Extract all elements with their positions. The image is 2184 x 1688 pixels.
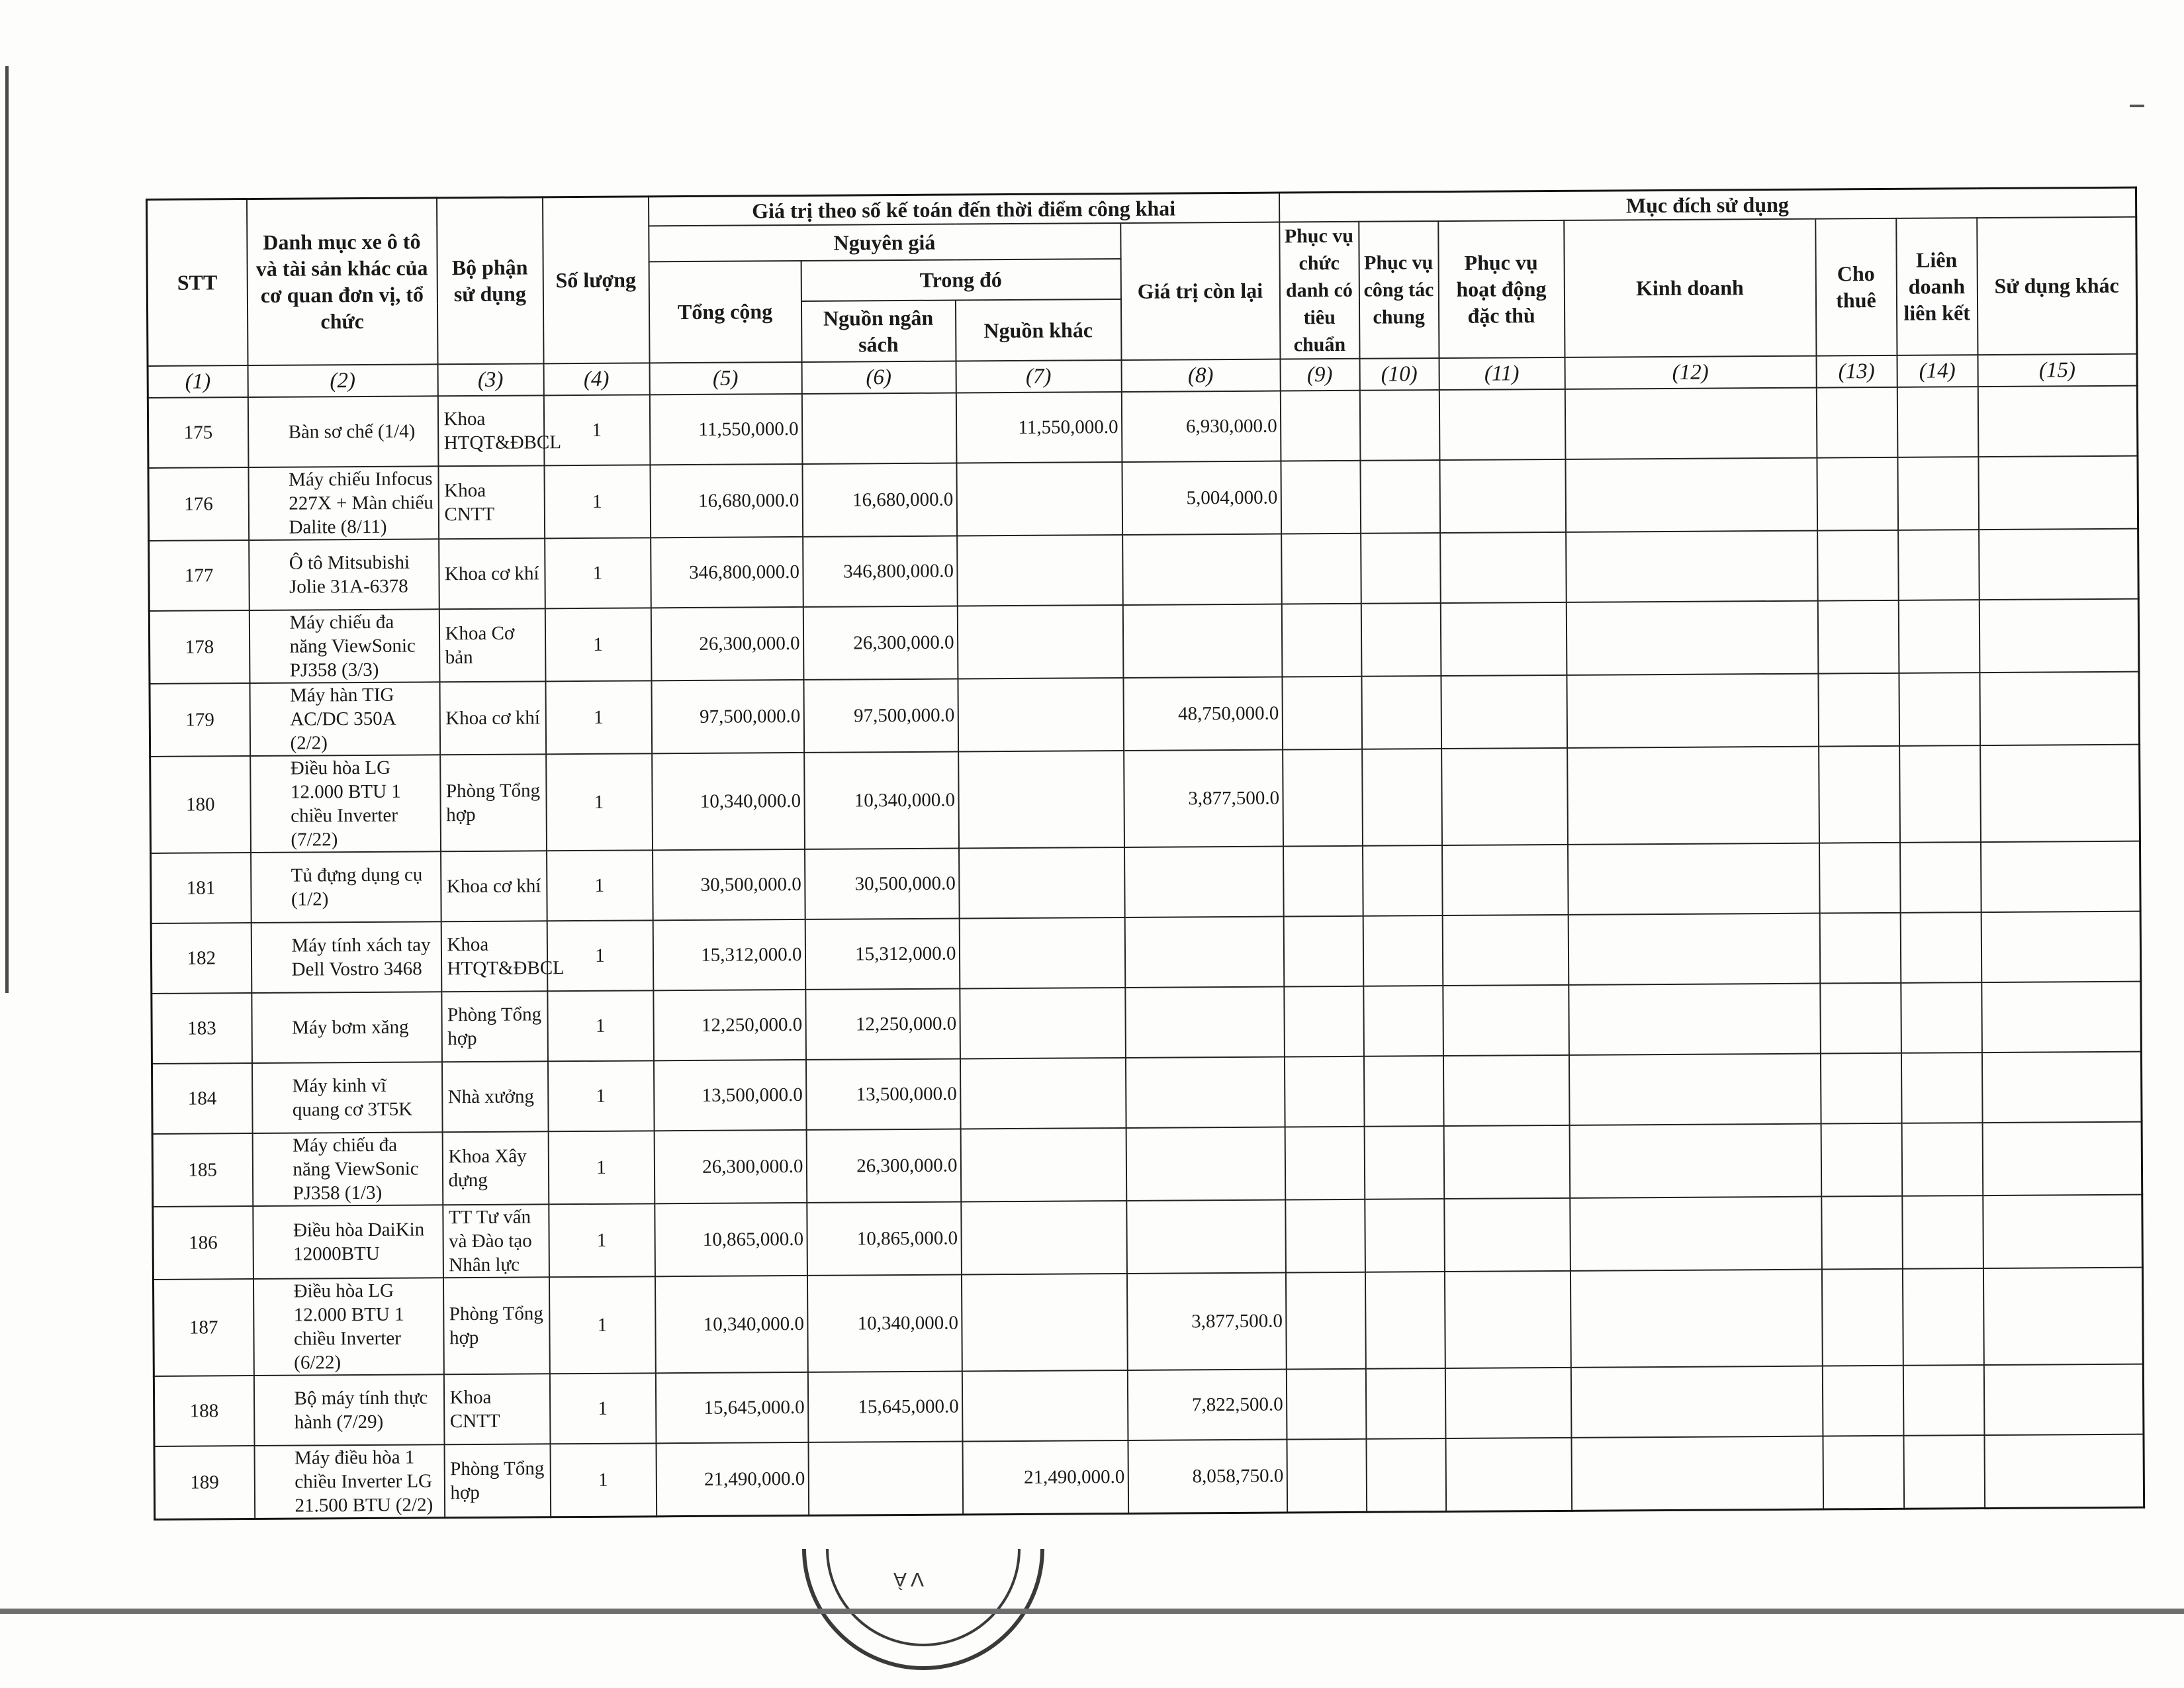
- row-purpose-cell: [1982, 1121, 2142, 1195]
- row-stt-cell: 189: [154, 1446, 255, 1519]
- row-purpose-cell: [1361, 603, 1441, 677]
- row-remaining-cell: [1124, 846, 1284, 917]
- row-purpose-cell: [1566, 600, 1818, 675]
- scan-mark: [2130, 105, 2144, 107]
- row-qty-cell: 1: [543, 395, 650, 465]
- row-purpose-cell: [1439, 389, 1565, 459]
- row-purpose-cell: [1816, 387, 1897, 457]
- row-other-source-cell: [957, 604, 1123, 679]
- row-purpose-cell: [1900, 912, 1981, 983]
- row-remaining-cell: [1125, 1056, 1285, 1127]
- row-purpose-cell: [1819, 842, 1901, 913]
- row-total-cell: 11,550,000.0: [649, 393, 802, 464]
- column-index-cell: (2): [248, 364, 437, 397]
- row-other-source-cell: [960, 987, 1126, 1058]
- column-index-cell: (14): [1897, 355, 1978, 387]
- row-purpose-cell: [1285, 1199, 1365, 1272]
- row-budget-cell: 30,500,000.0: [805, 848, 960, 919]
- row-purpose-cell: [1283, 915, 1363, 986]
- row-stt-cell: 179: [150, 683, 250, 757]
- row-other-source-cell: [962, 1370, 1128, 1441]
- row-purpose-cell: [1817, 530, 1899, 600]
- row-purpose-cell: [1819, 912, 1901, 983]
- row-stt-cell: 176: [148, 467, 249, 541]
- row-budget-cell: 10,340,000.0: [807, 1274, 962, 1372]
- row-total-cell: 97,500,000.0: [651, 679, 804, 753]
- row-purpose-cell: [1443, 1125, 1570, 1198]
- row-dept-cell: Phòng Tổng hợp: [444, 1444, 551, 1517]
- row-remaining-cell: [1122, 534, 1282, 604]
- table-row: [151, 911, 2141, 993]
- original-cost-header: Nguyên giá: [649, 223, 1120, 261]
- col-purpose-general-header: Phục vụ công tác chung: [1359, 221, 1439, 359]
- asset-table: [146, 187, 2145, 1521]
- row-purpose-cell: [1444, 1270, 1570, 1368]
- table-row: [152, 1121, 2142, 1206]
- row-purpose-cell: [1569, 1053, 1821, 1125]
- row-purpose-cell: [1568, 843, 1820, 914]
- row-purpose-cell: [1981, 911, 2141, 982]
- col-budget-header: Nguồn ngân sách: [801, 300, 956, 361]
- row-purpose-cell: [1570, 1366, 1823, 1437]
- col-other-use-header: Sử dụng khác: [1977, 216, 2137, 354]
- row-qty-cell: 1: [549, 1203, 655, 1277]
- row-stt-cell: 187: [153, 1279, 253, 1376]
- table-row: [148, 385, 2138, 467]
- table-body: [148, 353, 2144, 1519]
- row-asset-name-cell: Máy chiếu Infocus 227X + Màn chiếu Dalite (8/11): [248, 466, 439, 540]
- row-asset-name-cell: Bàn sơ chế (1/4): [248, 396, 438, 467]
- row-asset-name-cell: Máy hàn TIG AC/DC 350A (2/2): [250, 682, 440, 756]
- scan-bottom-border: [0, 1609, 2184, 1614]
- row-total-cell: 10,865,000.0: [655, 1202, 807, 1276]
- row-budget-cell: 346,800,000.0: [803, 536, 958, 606]
- row-total-cell: 12,250,000.0: [653, 989, 806, 1060]
- row-purpose-cell: [1820, 1053, 1901, 1123]
- row-purpose-cell: [1363, 986, 1443, 1056]
- row-asset-name-cell: Điều hòa DaiKin 12000BTU: [253, 1205, 443, 1279]
- row-stt-cell: 178: [149, 610, 250, 684]
- row-purpose-cell: [1981, 1051, 2142, 1122]
- row-purpose-cell: [1365, 1368, 1445, 1439]
- row-purpose-cell: [1362, 749, 1442, 846]
- row-purpose-cell: [1820, 982, 1901, 1053]
- row-purpose-cell: [1821, 1268, 1903, 1366]
- column-index-cell: (15): [1978, 353, 2137, 386]
- row-purpose-cell: [1284, 986, 1364, 1056]
- row-remaining-cell: 3,877,500.0: [1124, 749, 1283, 847]
- row-purpose-cell: [1901, 982, 1982, 1053]
- row-dept-cell: Phòng Tổng hợp: [443, 1277, 549, 1374]
- row-asset-name-cell: Tủ đựng dụng cụ (1/2): [251, 851, 441, 923]
- row-purpose-cell: [1361, 676, 1441, 749]
- row-purpose-cell: [1821, 1123, 1902, 1196]
- col-purpose-title-header: Phục vụ chức danh có tiêu chuẩn: [1279, 221, 1359, 359]
- row-purpose-cell: [1981, 841, 2141, 912]
- table-row: [148, 455, 2138, 540]
- row-qty-cell: 1: [547, 1060, 654, 1131]
- row-purpose-cell: [1817, 457, 1898, 530]
- row-qty-cell: 1: [548, 1131, 655, 1204]
- row-purpose-cell: [1360, 460, 1440, 534]
- row-budget-cell: 13,500,000.0: [805, 1058, 960, 1129]
- table-row: [152, 981, 2142, 1063]
- row-total-cell: 346,800,000.0: [651, 536, 803, 607]
- row-purpose-cell: [1286, 1368, 1366, 1439]
- row-budget-cell: 16,680,000.0: [802, 463, 957, 536]
- row-stt-cell: 177: [149, 540, 250, 611]
- row-total-cell: 15,645,000.0: [655, 1372, 808, 1442]
- row-total-cell: 10,340,000.0: [655, 1275, 807, 1372]
- row-purpose-cell: [1899, 673, 1980, 746]
- row-budget-cell: 10,340,000.0: [804, 751, 959, 849]
- row-other-source-cell: [956, 461, 1122, 536]
- row-asset-name-cell: Máy bơm xăng: [251, 992, 442, 1063]
- row-budget-cell: 26,300,000.0: [803, 606, 958, 679]
- scan-edge: [5, 66, 9, 993]
- row-purpose-cell: [1281, 460, 1361, 534]
- row-asset-name-cell: Máy tính xách tay Dell Vostro 3468: [251, 921, 441, 993]
- row-other-source-cell: [958, 677, 1124, 751]
- row-other-source-cell: [958, 750, 1124, 848]
- row-purpose-cell: [1363, 915, 1443, 986]
- row-purpose-cell: [1819, 745, 1900, 843]
- book-value-group-header: Giá trị theo số kế toán đến thời điểm công khai: [648, 193, 1279, 226]
- row-purpose-cell: [1443, 1055, 1569, 1125]
- row-purpose-cell: [1280, 390, 1360, 461]
- row-total-cell: 15,312,000.0: [653, 919, 805, 990]
- row-purpose-cell: [1365, 1272, 1445, 1369]
- row-purpose-cell: [1823, 1435, 1904, 1509]
- row-purpose-cell: [1978, 385, 2138, 456]
- row-purpose-cell: [1281, 603, 1361, 677]
- column-index-cell: (6): [801, 361, 956, 393]
- row-qty-cell: 1: [545, 608, 651, 681]
- row-purpose-cell: [1444, 1197, 1570, 1271]
- row-purpose-cell: [1821, 1196, 1903, 1269]
- row-purpose-cell: [1285, 1272, 1365, 1369]
- row-dept-cell: Khoa cơ khí: [439, 538, 545, 609]
- row-stt-cell: 188: [154, 1376, 254, 1446]
- row-other-source-cell: [961, 1200, 1127, 1274]
- row-purpose-cell: [1979, 671, 2140, 745]
- row-other-source-cell: [959, 917, 1125, 988]
- row-other-source-cell: [961, 1273, 1127, 1371]
- row-qty-cell: 1: [549, 1373, 656, 1444]
- row-purpose-cell: [1287, 1438, 1367, 1512]
- row-purpose-cell: [1565, 457, 1817, 532]
- column-index-cell: (13): [1816, 355, 1897, 387]
- row-purpose-cell: [1285, 1126, 1365, 1199]
- row-purpose-cell: [1571, 1436, 1823, 1511]
- column-index-cell: (1): [148, 365, 248, 398]
- row-purpose-cell: [1440, 602, 1567, 675]
- column-index-cell: (9): [1280, 358, 1359, 391]
- row-purpose-cell: [1983, 1267, 2143, 1364]
- row-other-source-cell: [960, 1127, 1126, 1201]
- row-asset-name-cell: Máy chiếu đa năng ViewSonic PJ358 (3/3): [249, 609, 439, 683]
- col-remaining-header: Giá trị còn lại: [1120, 222, 1280, 359]
- row-budget-cell: 15,312,000.0: [805, 918, 960, 989]
- row-purpose-cell: [1900, 842, 1981, 913]
- row-dept-cell: Khoa cơ khí: [441, 851, 547, 921]
- row-purpose-cell: [1361, 533, 1441, 604]
- row-asset-name-cell: Bộ máy tính thực hành (7/29): [253, 1374, 444, 1446]
- column-index-cell: (8): [1121, 359, 1280, 391]
- row-remaining-cell: 5,004,000.0: [1122, 461, 1281, 534]
- row-purpose-cell: [1445, 1437, 1572, 1511]
- row-purpose-cell: [1365, 1199, 1445, 1272]
- row-remaining-cell: 7,822,500.0: [1127, 1369, 1287, 1440]
- row-purpose-cell: [1981, 981, 2142, 1052]
- row-total-cell: 26,300,000.0: [651, 606, 803, 680]
- column-index-cell: (7): [956, 360, 1121, 393]
- row-purpose-cell: [1440, 532, 1567, 602]
- row-dept-cell: Phòng Tổng hợp: [440, 754, 547, 851]
- col-rent-header: Cho thuê: [1815, 218, 1897, 355]
- row-asset-name-cell: Máy kinh vĩ quang cơ 3T5K: [251, 1062, 442, 1133]
- row-dept-cell: TT Tư vấn và Đào tạo Nhân lực: [443, 1204, 549, 1278]
- row-purpose-cell: [1567, 746, 1819, 844]
- row-purpose-cell: [1901, 1123, 1983, 1196]
- row-asset-name-cell: Điều hòa LG 12.000 BTU 1 chiều Inverter (6/22): [253, 1278, 443, 1376]
- row-remaining-cell: 3,877,500.0: [1126, 1272, 1286, 1370]
- row-asset-name-cell: Máy chiếu đa năng ViewSonic PJ358 (1/3): [252, 1132, 443, 1206]
- table-row: [150, 744, 2140, 853]
- row-purpose-cell: [1903, 1435, 1985, 1509]
- purpose-group-header: Mục đích sử dụng: [1279, 187, 2136, 222]
- row-budget-cell: [801, 393, 956, 463]
- column-index-cell: (11): [1439, 357, 1565, 389]
- row-other-source-cell: [957, 534, 1123, 606]
- row-total-cell: 13,500,000.0: [653, 1059, 806, 1130]
- column-index-cell: (10): [1359, 358, 1439, 391]
- row-purpose-cell: [1983, 1194, 2143, 1268]
- row-purpose-cell: [1570, 1196, 1822, 1270]
- row-purpose-cell: [1569, 1123, 1821, 1197]
- col-dept-header: Bộ phận sử dụng: [437, 197, 544, 364]
- row-purpose-cell: [1366, 1438, 1446, 1512]
- row-purpose-cell: [1359, 390, 1439, 461]
- row-remaining-cell: 48,750,000.0: [1123, 677, 1283, 750]
- row-purpose-cell: [1441, 675, 1567, 748]
- row-purpose-cell: [1978, 455, 2138, 529]
- row-purpose-cell: [1902, 1268, 1983, 1366]
- row-qty-cell: 1: [547, 850, 653, 921]
- row-stt-cell: 182: [151, 923, 251, 994]
- row-qty-cell: 1: [545, 538, 651, 608]
- row-dept-cell: Nhà xưởng: [441, 1061, 548, 1132]
- row-stt-cell: 181: [151, 853, 251, 923]
- col-other-source-header: Nguồn khác: [955, 299, 1121, 361]
- col-qty-header: Số lượng: [542, 197, 649, 363]
- row-remaining-cell: [1125, 986, 1285, 1057]
- row-qty-cell: 1: [544, 465, 651, 538]
- col-joint-header: Liên doanh liên kết: [1896, 218, 1978, 355]
- row-purpose-cell: [1281, 533, 1361, 604]
- table-row: [154, 1434, 2144, 1519]
- row-stt-cell: 186: [153, 1206, 253, 1280]
- table-row: [153, 1194, 2143, 1279]
- row-purpose-cell: [1439, 459, 1566, 532]
- row-purpose-cell: [1569, 983, 1821, 1055]
- row-purpose-cell: [1566, 530, 1818, 602]
- row-budget-cell: 15,645,000.0: [807, 1371, 962, 1442]
- table-row: [154, 1364, 2144, 1446]
- row-dept-cell: Khoa Cơ bản: [439, 608, 545, 682]
- row-purpose-cell: [1899, 745, 1981, 843]
- row-stt-cell: 180: [150, 756, 251, 853]
- row-purpose-cell: [1898, 600, 1979, 673]
- table-row: [149, 528, 2139, 610]
- row-other-source-cell: 11,550,000.0: [956, 391, 1122, 463]
- row-purpose-cell: [1442, 844, 1569, 915]
- table-row: [153, 1267, 2143, 1376]
- row-purpose-cell: [1898, 530, 1979, 600]
- row-purpose-cell: [1445, 1367, 1571, 1438]
- row-qty-cell: 1: [550, 1443, 657, 1517]
- row-stt-cell: 183: [152, 993, 252, 1064]
- column-index-cell: (5): [649, 361, 801, 394]
- row-purpose-cell: [1363, 1056, 1443, 1127]
- row-budget-cell: 10,865,000.0: [807, 1201, 962, 1275]
- row-purpose-cell: [1897, 457, 1979, 530]
- table-row: [149, 598, 2139, 683]
- row-purpose-cell: [1822, 1365, 1903, 1436]
- row-purpose-cell: [1363, 845, 1443, 916]
- row-purpose-cell: [1984, 1434, 2144, 1508]
- row-purpose-cell: [1570, 1269, 1822, 1367]
- row-dept-cell: Khoa HTQT&ĐBCL: [441, 921, 547, 992]
- column-index-cell: (3): [437, 363, 543, 396]
- row-total-cell: 16,680,000.0: [650, 463, 803, 537]
- row-qty-cell: 1: [549, 1276, 655, 1374]
- seal-lettering: VÀ: [889, 1568, 925, 1590]
- of-which-header: Trong đó: [801, 259, 1120, 301]
- row-purpose-cell: [1364, 1126, 1444, 1199]
- row-purpose-cell: [1901, 1053, 1982, 1123]
- row-budget-cell: 12,250,000.0: [805, 988, 960, 1059]
- col-total-header: Tổng cộng: [649, 260, 801, 362]
- row-purpose-cell: [1568, 913, 1820, 984]
- row-purpose-cell: [1443, 984, 1569, 1055]
- row-purpose-cell: [1283, 845, 1363, 916]
- column-index-cell: (4): [543, 363, 649, 395]
- row-purpose-cell: [1283, 749, 1363, 846]
- row-asset-name-cell: Điều hòa LG 12.000 BTU 1 chiều Inverter (7/22): [250, 755, 441, 853]
- row-dept-cell: Khoa Xây dựng: [442, 1131, 549, 1205]
- row-remaining-cell: [1122, 604, 1282, 677]
- row-dept-cell: Khoa cơ khí: [439, 681, 546, 755]
- table-row: [152, 1051, 2142, 1133]
- row-purpose-cell: [1441, 747, 1568, 845]
- row-other-source-cell: [960, 1057, 1126, 1129]
- row-purpose-cell: [1442, 914, 1569, 985]
- row-total-cell: 21,490,000.0: [656, 1442, 809, 1516]
- row-budget-cell: [808, 1441, 963, 1515]
- row-budget-cell: 97,500,000.0: [803, 679, 958, 752]
- row-total-cell: 26,300,000.0: [654, 1129, 807, 1203]
- row-other-source-cell: [959, 847, 1125, 918]
- row-total-cell: 30,500,000.0: [653, 849, 805, 919]
- row-dept-cell: Khoa HTQT&ĐBCL: [437, 395, 544, 466]
- table-row: [151, 841, 2141, 923]
- row-purpose-cell: [1897, 387, 1978, 457]
- row-purpose-cell: [1983, 1364, 2144, 1434]
- col-asset-header: Danh mục xe ô tô và tài sản khác của cơ quan đơn vị, tổ chức: [247, 198, 438, 365]
- row-purpose-cell: [1284, 1056, 1364, 1127]
- row-purpose-cell: [1979, 528, 2139, 599]
- row-purpose-cell: [1818, 673, 1899, 746]
- row-budget-cell: 26,300,000.0: [806, 1129, 961, 1202]
- column-index-cell: (12): [1565, 355, 1816, 389]
- row-purpose-cell: [1979, 598, 2139, 672]
- row-dept-cell: Khoa CNTT: [443, 1374, 550, 1444]
- row-remaining-cell: [1126, 1127, 1285, 1200]
- table-row: [150, 671, 2140, 756]
- row-remaining-cell: [1124, 916, 1284, 987]
- row-remaining-cell: [1126, 1199, 1286, 1273]
- row-qty-cell: 1: [547, 920, 653, 991]
- row-dept-cell: Phòng Tổng hợp: [441, 991, 548, 1062]
- row-total-cell: 10,340,000.0: [652, 752, 805, 849]
- row-remaining-cell: 6,930,000.0: [1121, 391, 1281, 461]
- col-business-header: Kinh doanh: [1564, 218, 1816, 357]
- row-purpose-cell: [1282, 676, 1362, 749]
- row-stt-cell: 184: [152, 1063, 252, 1134]
- row-stt-cell: 185: [152, 1133, 253, 1207]
- row-purpose-cell: [1902, 1196, 1983, 1269]
- row-purpose-cell: [1903, 1365, 1984, 1436]
- col-stt-header: STT: [147, 199, 248, 366]
- row-purpose-cell: [1980, 744, 2140, 841]
- row-purpose-cell: [1565, 387, 1817, 459]
- row-purpose-cell: [1567, 673, 1819, 747]
- row-stt-cell: 175: [148, 397, 248, 468]
- row-asset-name-cell: Máy điều hòa 1 chiều Inverter LG 21.500 BTU (2/2): [254, 1444, 445, 1519]
- row-qty-cell: 1: [545, 680, 652, 754]
- row-asset-name-cell: Ô tô Mitsubishi Jolie 31A-6378: [249, 539, 439, 610]
- row-qty-cell: 1: [547, 990, 654, 1061]
- row-dept-cell: Khoa CNTT: [438, 465, 545, 539]
- row-other-source-cell: 21,490,000.0: [962, 1440, 1128, 1514]
- row-remaining-cell: 8,058,750.0: [1128, 1439, 1287, 1513]
- row-purpose-cell: [1817, 600, 1899, 673]
- row-qty-cell: 1: [546, 753, 653, 851]
- col-purpose-special-header: Phục vụ hoạt động đặc thù: [1438, 220, 1565, 357]
